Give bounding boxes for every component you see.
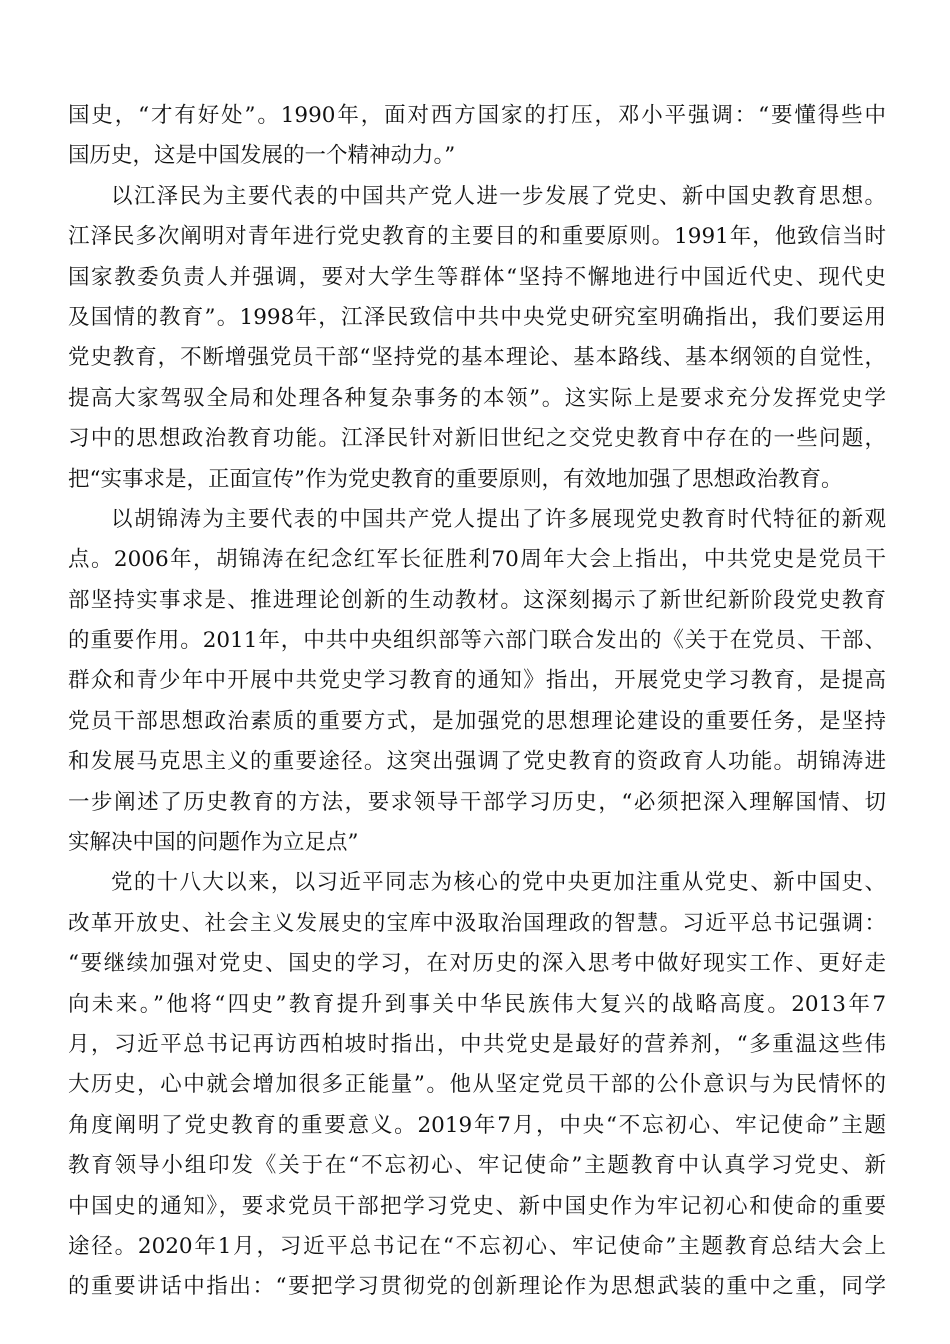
- text-line: 江泽民多次阐明对青年进行党史教育的主要目的和重要原则。1991年，他致信当时: [68, 224, 886, 250]
- text-line: 的重要作用。2011年，中共中央组织部等六部门联合发出的《关于在党员、干部、: [68, 628, 886, 654]
- text-line: 部坚持实事求是、推进理论创新的生动教材。这深刻揭示了新世纪新阶段党史教育: [68, 587, 886, 613]
- text-line: 群众和青少年中开展中共党史学习教育的通知》指出，开展党史学习教育，是提高: [68, 668, 886, 694]
- text-line: 一步阐述了历史教育的方法，要求领导干部学习历史，“必须把深入理解国情、切: [68, 789, 886, 815]
- text-line: 和发展马克思主义的重要途径。这突出强调了党史教育的资政育人功能。胡锦涛进: [68, 749, 886, 775]
- text-line: 提高大家驾驭全局和处理各种复杂事务的本领”。这实际上是要求充分发挥党史学: [68, 385, 886, 411]
- text-line: 党员干部思想政治素质的重要方式，是加强党的思想理论建设的重要任务，是坚持: [68, 708, 886, 734]
- text-line: 途径。2020年1月，习近平总书记在“不忘初心、牢记使命”主题教育总结大会上: [68, 1233, 886, 1259]
- text-line: 改革开放史、社会主义发展史的宝库中汲取治国理政的智慧。习近平总书记强调：: [68, 910, 886, 936]
- text-line: 实解决中国的问题作为立足点”: [68, 830, 359, 856]
- text-line: 及国情的教育”。1998年，江泽民致信中共中央党史研究室明确指出，我们要运用: [68, 304, 886, 330]
- text-line: 把“实事求是，正面宣传”作为党史教育的重要原则，有效地加强了思想政治教育。: [68, 466, 843, 492]
- text-line: 以胡锦涛为主要代表的中国共产党人提出了许多展现党史教育时代特征的新观: [111, 506, 886, 532]
- text-line: 角度阐明了党史教育的重要意义。2019年7月，中央“不忘初心、牢记使命”主题: [68, 1112, 886, 1138]
- text-line: “要继续加强对党史、国史的学习，在对历史的深入思考中做好现实工作、更好走: [68, 951, 886, 977]
- text-line: 中国史的通知》，要求党员干部把学习党史、新中国史作为牢记初心和使命的重要: [68, 1193, 886, 1219]
- text-line: 国历史，这是中国发展的一个精神动力。”: [68, 143, 456, 169]
- body-text: [68, 96, 886, 1308]
- text-line: 国史，“才有好处”。1990年，面对西方国家的打压，邓小平强调：“要懂得些中: [68, 103, 886, 128]
- text-line: 大历史，心中就会增加很多正能量”。他从坚定党员干部的公仆意识与为民情怀的: [68, 1072, 886, 1098]
- text-line: 向未来。”他将“四史”教育提升到事关中华民族伟大复兴的战略高度。2013年7: [68, 991, 886, 1017]
- text-line: 习中的思想政治教育功能。江泽民针对新旧世纪之交党史教育中存在的一些问题，: [68, 426, 886, 452]
- text-line: 以江泽民为主要代表的中国共产党人进一步发展了党史、新中国史教育思想。: [111, 183, 886, 209]
- text-line: 的重要讲话中指出：“要把学习贯彻党的创新理论作为思想武装的重中之重，同学: [68, 1274, 886, 1300]
- text-line: 党的十八大以来，以习近平同志为核心的党中央更加注重从党史、新中国史、: [111, 870, 886, 896]
- text-line: 月，习近平总书记再访西柏坡时指出，中共党史是最好的营养剂，“多重温这些伟: [68, 1031, 886, 1057]
- text-line: 教育领导小组印发《关于在“不忘初心、牢记使命”主题教育中认真学习党史、新: [68, 1153, 886, 1179]
- text-line: 点。2006年，胡锦涛在纪念红军长征胜利70周年大会上指出，中共党史是党员干: [68, 547, 886, 573]
- text-line: 党史教育，不断增强党员干部“坚持党的基本理论、基本路线、基本纲领的自觉性，: [68, 345, 886, 371]
- text-line: 国家教委负责人并强调，要对大学生等群体“坚持不懈地进行中国近代史、现代史: [68, 264, 886, 290]
